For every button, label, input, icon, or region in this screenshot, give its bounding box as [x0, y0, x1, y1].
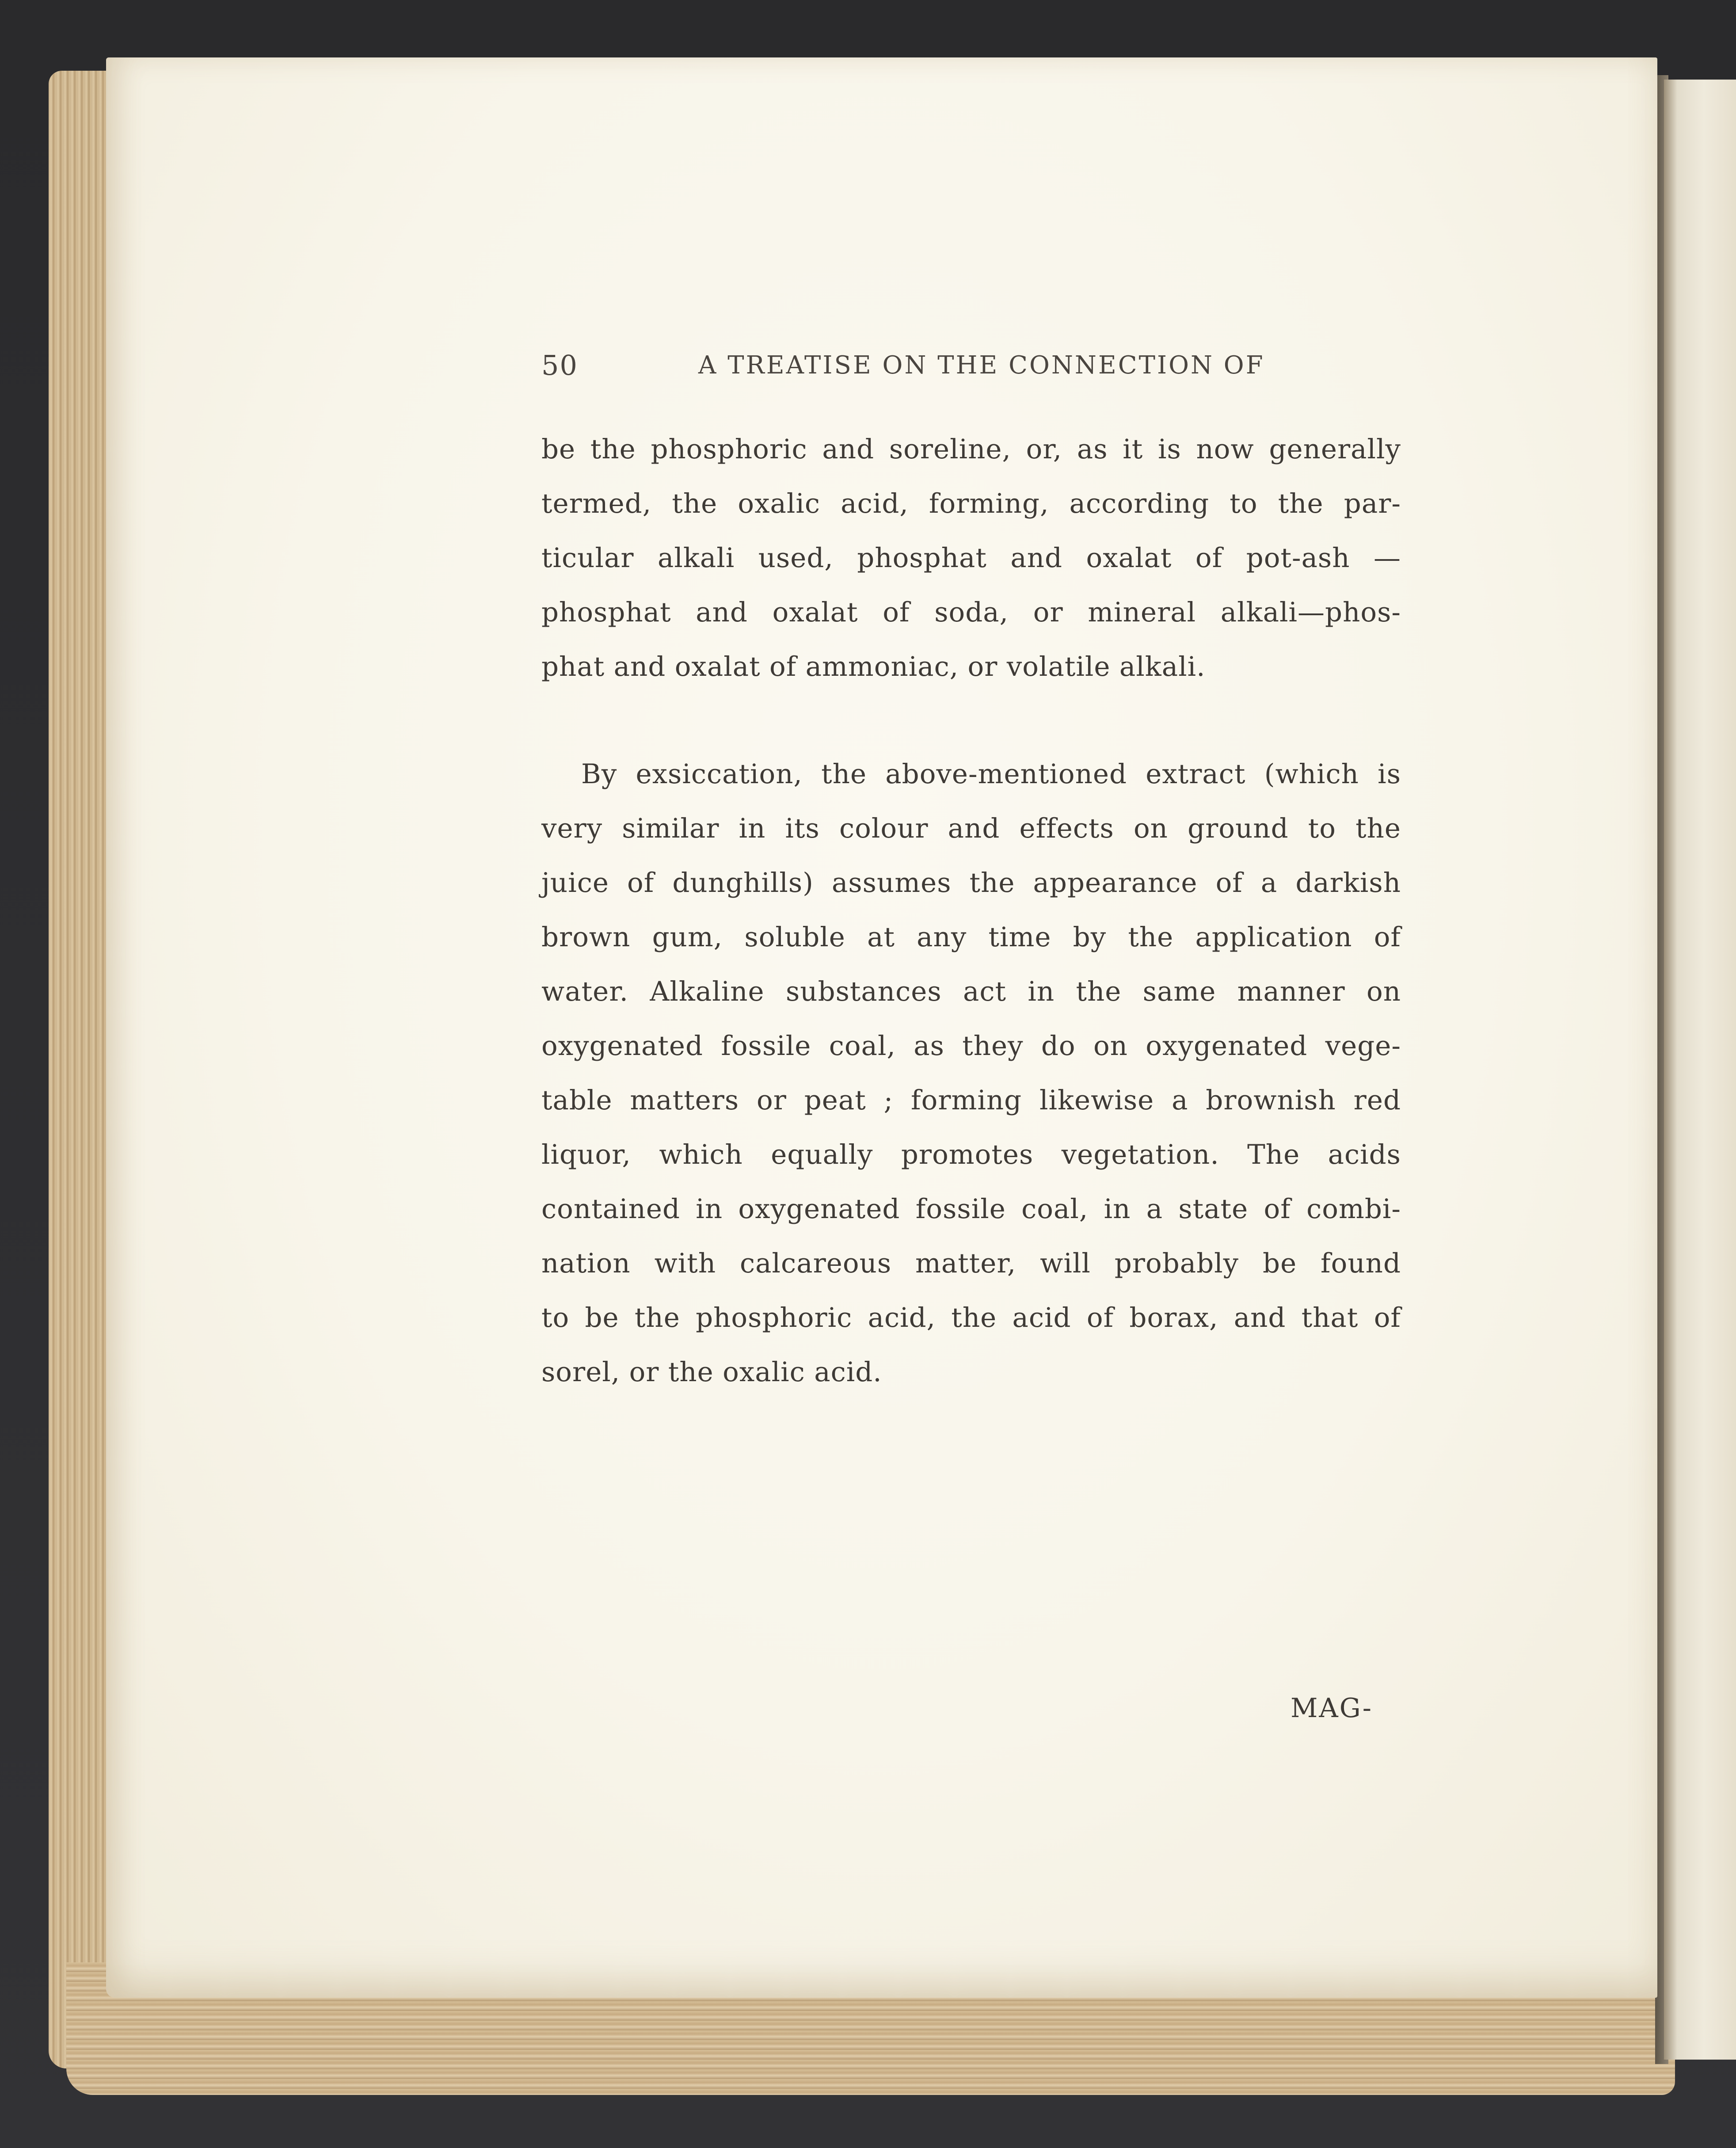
facing-page-edge	[1664, 80, 1736, 2060]
catchword: MAG-	[1291, 1693, 1373, 1724]
text-line: sorel, or the oxalic acid.	[541, 1356, 882, 1388]
text-line: water. Alkaline substances act in the same manner on	[541, 976, 1401, 1007]
text-line: table matters or peat ; forming likewise a brownish red	[541, 1085, 1401, 1116]
text-line: nation with calcareous matter, will probably be found	[541, 1248, 1401, 1279]
text-line: liquor, which equally promotes vegetation. The acids	[541, 1139, 1401, 1170]
page-number: 50	[541, 349, 578, 381]
text-line: phosphat and oxalat of soda, or mineral alkali—phos-	[541, 597, 1401, 628]
text-line: brown gum, soluble at any time by the application of	[541, 922, 1401, 953]
text-line: By exsiccation, the above-mentioned extract (which is	[581, 758, 1401, 790]
text-line: phat and oxalat of ammoniac, or volatile alkali.	[541, 651, 1206, 682]
text-line: be the phosphoric and soreline, or, as it is now generally	[541, 434, 1401, 465]
running-head: A TREATISE ON THE CONNECTION OF	[698, 351, 1265, 380]
paragraph-2	[541, 747, 1401, 1399]
text-line: ticular alkali used, phosphat and oxalat of pot-ash —	[541, 542, 1401, 574]
text-line: termed, the oxalic acid, forming, according to the par-	[541, 488, 1401, 519]
text-line: very similar in its colour and effects on ground to the	[541, 813, 1401, 844]
page-header	[541, 349, 1313, 389]
text-line: juice of dunghills) assumes the appearance of a darkish	[541, 867, 1401, 899]
text-line: to be the phosphoric acid, the acid of borax, and that of	[541, 1302, 1401, 1333]
paragraph-1	[541, 422, 1401, 694]
text-line: oxygenated fossile coal, as they do on oxygenated vege-	[541, 1030, 1401, 1062]
text-line: contained in oxygenated fossile coal, in a state of combi-	[541, 1193, 1401, 1225]
